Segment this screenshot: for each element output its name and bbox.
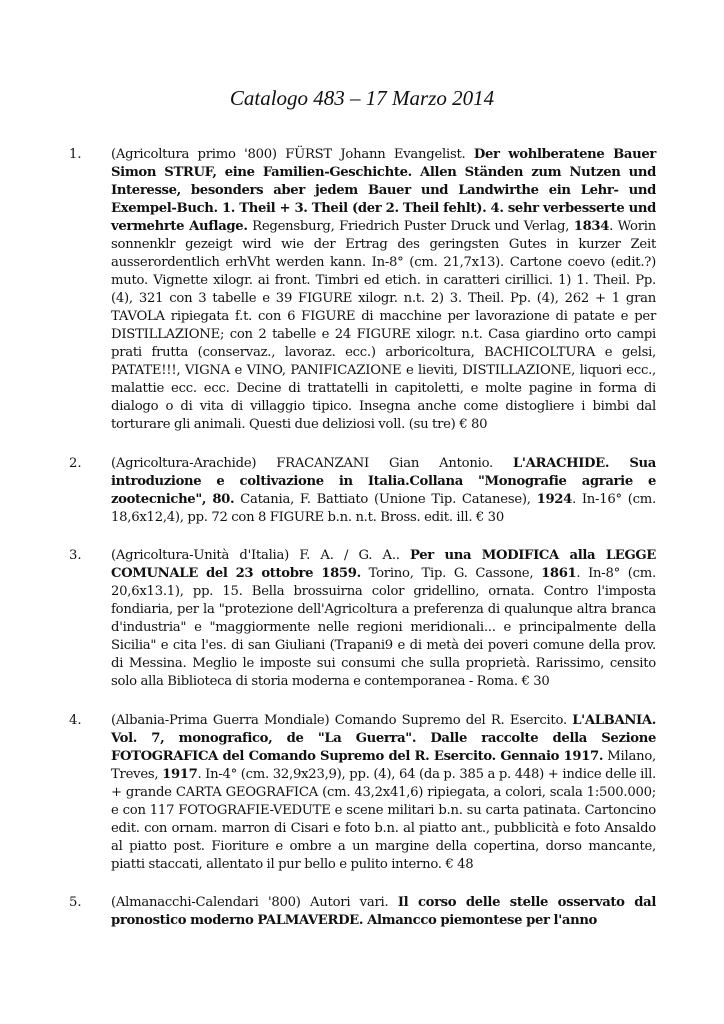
entry-body [111, 712, 656, 874]
entry-body [111, 547, 656, 691]
entry-details: . In-4° (cm. 32,9x23,9), pp. (4), 64 (da p. 385 a p. 448) + indice delle ill. + grande CARTA GEOGRAFICA (cm. 43,2x41,6) ripiegata, a colori, scala 1:500.000; e con 117 FOTOGRAFIE-VEDUTE e scene militari b.n. su carta patinata. Cartoncino edit. con ornam. marron di Cisari e foto b.n. al piatto ant., pubblicità e foto Ansaldo al piatto post. Fioriture e ombre a un margine della copertina, dorso mancante, piatti staccati, allentato il pur bello e pulito interno. € 48 [111, 766, 656, 872]
entry-year: 1834 [573, 219, 610, 234]
catalog-entry [69, 146, 656, 434]
entry-title: Il corso delle stelle osservato dal pronostico moderno PALMAVERDE. Almancco piemontese per l'anno [111, 895, 657, 928]
catalog-entry [69, 455, 656, 527]
entry-publisher: Catania, F. Battiato (Unione Tip. Catanese), [234, 491, 537, 507]
catalog-entry [69, 547, 656, 691]
entry-body [111, 146, 656, 434]
entry-body [111, 455, 656, 527]
entry-subject: (Agricoltura-Unità d'Italia) F. A. / G. A.. [111, 548, 411, 563]
entry-details: . In-16° (cm. 18,6x12,4), pp. 72 con 8 FIGURE b.n. n.t. Bross. edit. ill. € 30 [111, 491, 656, 525]
entry-year: 1861 [541, 566, 577, 581]
entry-title: L'ALBANIA. Vol. 7, monografico, de "La Guerra". Dalle raccolte della Sezione FOTOGRAFICA del Comando Supremo del R. Esercito. Gennaio 1917. [111, 712, 656, 764]
entry-title: L'ARACHIDE. Sua introduzione e coltivazione in Italia.Collana "Monografie agrarie e zootecniche", 80. [111, 455, 656, 507]
entry-title: Der wohlberatene Bauer Simon STRUF, eine Familien-Geschichte. Allen Ständen zum Nutzen und Interesse, besonders aber jedem Bauer und Landwirthe ein Lehr- und Exempel-Buch. 1. Theil + 3. Theil (der 2. Theil fehlt). 4. sehr verbesserte und vermehrte Auflage. [111, 147, 656, 234]
entry-subject: (Agricoltura primo '800) FÜRST Johann Evangelist. [111, 147, 474, 162]
entry-publisher: Milano, Treves, [111, 748, 656, 782]
entry-body [111, 894, 656, 930]
entry-number: 5. [69, 895, 82, 910]
entry-year: 1924 [536, 491, 572, 507]
entry-details: . In-8° (cm. 20,6x13.1), pp. 15. Bella brossuirna color gridellino, ornata. Contro l'imposta fondiaria, per la "protezione dell'Agricoltura a preferenza di qualunque altra branca d'industria" e "maggiormente nelle regioni meridionali... e principalmente della Sicilia" e cita l'es. di san Giuliani (Trapani9 e di metà dei poveri comune della prov. di Messina. Meglio le imposte sui consumi che sulla proprietà. Rarissimo, censito solo alla Biblioteca di storia moderna e contemporanea - Roma. € 30 [111, 566, 656, 689]
entry-subject: (Agricoltura-Arachide) FRACANZANI Gian Antonio. [111, 455, 513, 471]
entry-subject: (Almanacchi-Calendari '800) Autori vari. [111, 895, 398, 910]
catalog-entry [69, 894, 656, 930]
catalog-entry [69, 712, 656, 874]
entry-publisher: Torino, Tip. G. Cassone, [360, 566, 542, 581]
entry-details: . Worin sonnenklr gezeigt wird wie der Ertrag des geringsten Gutes in kurzer Zeit ausserordentlich erhVht werden kann. In-8° (cm. 21,7x13). Cartone coevo (edit.?) muto. Vignette xilogr. ai front. Timbri ed etich. in caratteri cirillici. 1) 1. Theil. Pp. (4), 321 con 3 tabelle e 39 FIGURE xilogr. n.t. 2) 3. Theil. Pp. (4), 262 + 1 gran TAVOLA ripiegata f.t. con 6 FIGURE di macchine per lavorazione di patate e per DISTILLAZIONE; con 2 tabelle e 24 FIGURE xilogr. n.t. Casa giardino orto campi prati frutta (conservaz., lavoraz. ecc.) arboricoltura, BACHICOLTURA e gelsi, PATATE!!!, VIGNA e VINO, PANIFICAZIONE e lieviti, DISTILLAZIONE, liquori ecc., malattie ecc. ecc. Decine di trattatelli in capitoletti, e molte pagine in forma di dialogo o di vita di villaggio tipico. Insegna anche come distogliere i bimbi dal torturare gli animali. Questi due deliziosi voll. (su tre) € 80 [111, 219, 656, 432]
catalog-entry-list [69, 146, 656, 951]
catalog-title: Catalogo 483 – 17 Marzo 2014 [229, 86, 495, 110]
entry-number: 1. [69, 147, 82, 162]
entry-publisher: Regensburg, Friedrich Puster Druck und Verlag, [247, 219, 574, 234]
entry-number: 3. [69, 548, 82, 563]
entry-number: 2. [69, 455, 82, 471]
entry-title: Per una MODIFICA alla LEGGE COMUNALE del 23 ottobre 1859. [111, 548, 656, 581]
entry-subject: (Albania-Prima Guerra Mondiale) Comando Supremo del R. Esercito. [111, 712, 573, 728]
entry-number: 4. [69, 712, 82, 728]
entry-year: 1917 [162, 766, 198, 782]
